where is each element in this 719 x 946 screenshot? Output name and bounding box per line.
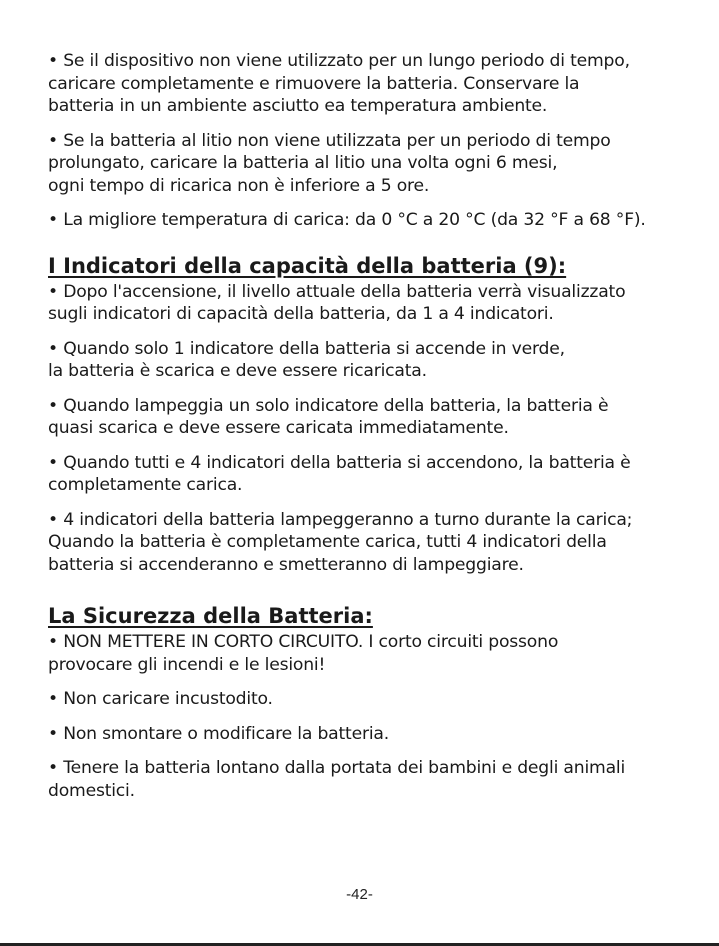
text-line: • Tenere la batteria lontano dalla portata dei bambini e degli animali — [48, 758, 626, 778]
section-heading: I Indicatori della capacità della batteria (9): — [48, 253, 567, 278]
text-line: provocare gli incendi e le lesioni! — [48, 654, 326, 675]
safety-bullet — [48, 723, 678, 746]
indicator-bullet — [48, 509, 678, 577]
section-heading: La Sicurezza della Batteria: — [48, 604, 373, 628]
text-line: prolungato, caricare la batteria al litio una volta ogni 6 mesi, — [48, 153, 558, 173]
text-line: quasi scarica e deve essere caricata immediatamente. — [48, 418, 509, 438]
intro-section — [48, 50, 678, 232]
page-number: -42- — [346, 886, 373, 903]
text-line: • NON METTERE IN CORTO CIRCUITO. I corto circuiti possono — [48, 632, 559, 652]
text-line: • Se la batteria al litio non viene utilizzata per un periodo di tempo — [48, 130, 611, 151]
indicator-bullet — [48, 452, 678, 497]
lithium-charge-bullet — [48, 130, 678, 198]
text-line: completamente carica. — [48, 475, 243, 495]
text-line: Quando la batteria è completamente carica, tutti 4 indicatori della — [48, 532, 607, 552]
text-line: • La migliore temperatura di carica: da 0 °C a 20 °C (da 32 °F a 68 °F). — [48, 210, 646, 230]
text-line: • 4 indicatori della batteria lampeggeranno a turno durante la carica; — [48, 509, 633, 530]
text-line: batteria in un ambiente asciutto ea temperatura ambiente. — [48, 96, 548, 116]
safety-bullet — [48, 688, 678, 711]
charge-temperature-bullet — [48, 209, 678, 232]
battery-indicators-section — [48, 254, 678, 577]
indicator-bullet — [48, 281, 678, 326]
text-line: domestici. — [48, 780, 135, 801]
indicator-bullet — [48, 395, 678, 440]
text-line: batteria si accenderanno e smetteranno di lampeggiare. — [48, 554, 524, 575]
manual-page — [48, 50, 678, 814]
text-line: ogni tempo di ricarica non è inferiore a 5 ore. — [48, 175, 430, 196]
text-line: • Se il dispositivo non viene utilizzato per un lungo periodo di tempo, — [48, 51, 630, 71]
text-line: caricare completamente e rimuovere la batteria. Conservare la — [48, 73, 580, 94]
text-line: • Quando solo 1 indicatore della batteria si accende in verde, — [48, 338, 565, 359]
text-line: • Non caricare incustodito. — [48, 689, 273, 709]
text-line: • Quando tutti e 4 indicatori della batteria si accendono, la batteria è — [48, 452, 631, 473]
battery-safety-section — [48, 604, 678, 802]
text-line: • Dopo l'accensione, il livello attuale della batteria verrà visualizzato — [48, 281, 626, 302]
storage-bullet — [48, 50, 678, 118]
safety-bullet — [48, 757, 678, 802]
safety-bullet — [48, 631, 678, 676]
text-line: • Quando lampeggia un solo indicatore della batteria, la batteria è — [48, 395, 609, 416]
text-line: la batteria è scarica e deve essere ricaricata. — [48, 361, 427, 381]
indicator-bullet — [48, 338, 678, 383]
text-line: • Non smontare o modificare la batteria. — [48, 723, 389, 744]
text-line: sugli indicatori di capacità della batteria, da 1 a 4 indicatori. — [48, 304, 554, 324]
